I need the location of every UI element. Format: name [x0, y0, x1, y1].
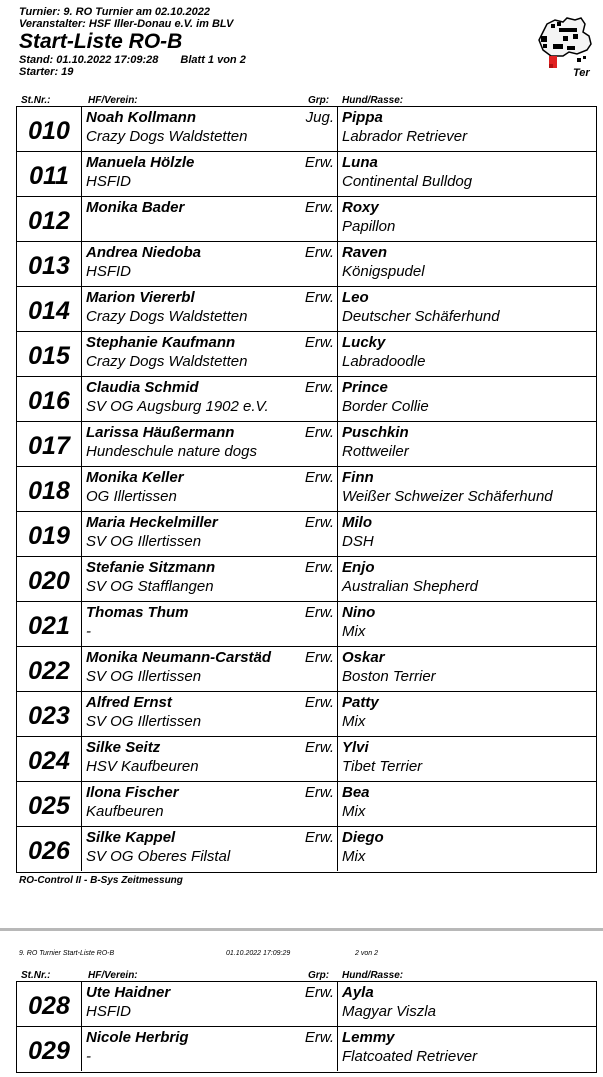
start-number: 015: [17, 332, 82, 376]
page-title: Start-Liste RO-B: [19, 30, 183, 53]
dog-cell: [338, 692, 596, 736]
dog-name: Raven: [342, 244, 388, 261]
start-list-table-page2: [16, 981, 597, 1073]
group-label: Erw.: [304, 739, 334, 756]
dog-name: Milo: [342, 514, 372, 531]
handler-cell: [82, 287, 338, 331]
start-number: 021: [17, 602, 82, 646]
group-label: Erw.: [304, 1029, 334, 1046]
dog-name: Lemmy: [342, 1029, 395, 1046]
table-row: [17, 422, 596, 467]
group-label: Erw.: [304, 649, 334, 666]
group-label: Erw.: [304, 424, 334, 441]
group-label: Erw.: [304, 154, 334, 171]
club-name: Crazy Dogs Waldstetten: [86, 128, 248, 145]
handler-cell: [82, 827, 338, 871]
handler-cell: [82, 602, 338, 646]
handler-cell: [82, 982, 338, 1026]
handler-name: Claudia Schmid: [86, 379, 199, 396]
table-row: [17, 557, 596, 602]
dog-name: Lucky: [342, 334, 386, 351]
dog-name: Bea: [342, 784, 370, 801]
club-name: SV OG Illertissen: [86, 713, 202, 730]
dog-name: Ayla: [342, 984, 374, 1001]
club-name: HSV Kaufbeuren: [86, 758, 199, 775]
dog-breed: Continental Bulldog: [342, 173, 473, 190]
club-name: SV OG Illertissen: [86, 668, 202, 685]
table-row: [17, 152, 596, 197]
start-number: 014: [17, 287, 82, 331]
group-label: Erw.: [304, 829, 334, 846]
col-dog-breed: Hund/Rasse:: [342, 95, 404, 106]
handler-cell: [82, 1027, 338, 1071]
club-name: OG Illertissen: [86, 488, 177, 505]
club-name: SV OG Illertissen: [86, 533, 202, 550]
page-divider: [0, 928, 603, 931]
table-row: [17, 512, 596, 557]
dog-cell: [338, 467, 596, 511]
start-number: 017: [17, 422, 82, 466]
handler-name: Maria Heckelmiller: [86, 514, 218, 531]
handler-name: Stephanie Kaufmann: [86, 334, 236, 351]
club-name: HSFID: [86, 263, 131, 280]
dog-breed: Mix: [342, 623, 366, 640]
col-group: Grp:: [308, 95, 330, 106]
start-number: 022: [17, 647, 82, 691]
dog-breed: Mix: [342, 848, 366, 865]
handler-cell: [82, 377, 338, 421]
dog-name: Roxy: [342, 199, 379, 216]
group-label: Erw.: [304, 334, 334, 351]
dog-name: Pippa: [342, 109, 383, 126]
club-name: SV OG Stafflangen: [86, 578, 214, 595]
col-handler-club: HF/Verein:: [88, 970, 138, 981]
dog-cell: [338, 152, 596, 196]
table-row: [17, 1027, 596, 1072]
club-name: HSFID: [86, 173, 131, 190]
handler-name: Marion Viererbl: [86, 289, 195, 306]
dog-cell: [338, 242, 596, 286]
handler-name: Andrea Niedoba: [86, 244, 202, 261]
group-label: Erw.: [304, 469, 334, 486]
group-label: Erw.: [304, 199, 334, 216]
group-label: Erw.: [304, 379, 334, 396]
dog-breed: Labrador Retriever: [342, 128, 468, 145]
page2-timestamp: 01.10.2022 17:09:29: [226, 950, 291, 957]
dog-cell: [338, 827, 596, 871]
dog-name: Ylvi: [342, 739, 369, 756]
col-startnr: St.Nr.:: [21, 970, 51, 981]
handler-name: Monika Bader: [86, 199, 185, 216]
table-row: [17, 692, 596, 737]
dog-cell: [338, 287, 596, 331]
dog-name: Leo: [342, 289, 369, 306]
club-name: -: [86, 623, 91, 640]
dog-cell: [338, 422, 596, 466]
start-number: 019: [17, 512, 82, 556]
handler-cell: [82, 332, 338, 376]
dog-cell: [338, 332, 596, 376]
table-row: [17, 242, 596, 287]
start-number: 026: [17, 827, 82, 871]
start-number: 011: [17, 152, 82, 196]
col-startnr: St.Nr.:: [21, 95, 51, 106]
handler-cell: [82, 242, 338, 286]
dog-breed: DSH: [342, 533, 374, 550]
table-row: [17, 197, 596, 242]
handler-name: Thomas Thum: [86, 604, 189, 621]
start-number: 013: [17, 242, 82, 286]
start-number: 028: [17, 982, 82, 1026]
club-name: SV OG Augsburg 1902 e.V.: [86, 398, 269, 415]
footer-software: RO-Control II - B-Sys Zeitmessung: [19, 875, 183, 886]
dog-name: Nino: [342, 604, 376, 621]
dog-breed: Mix: [342, 803, 366, 820]
club-name: Crazy Dogs Waldstetten: [86, 308, 248, 325]
table-row: [17, 647, 596, 692]
table-row: [17, 107, 596, 152]
dog-breed: Deutscher Schäferhund: [342, 308, 500, 325]
handler-name: Monika Neumann-Carstäd: [86, 649, 272, 666]
handler-name: Ilona Fischer: [86, 784, 179, 801]
page-header: [19, 6, 519, 78]
group-label: Erw.: [304, 559, 334, 576]
handler-cell: [82, 647, 338, 691]
svg-text:Ter: Ter: [573, 67, 590, 79]
stand-line: [19, 54, 519, 66]
club-name: Crazy Dogs Waldstetten: [86, 353, 248, 370]
group-label: Erw.: [304, 784, 334, 801]
handler-name: Ute Haidner: [86, 984, 171, 1001]
dog-cell: [338, 1027, 596, 1071]
handler-name: Nicole Herbrig: [86, 1029, 189, 1046]
handler-cell: [82, 152, 338, 196]
dog-cell: [338, 782, 596, 826]
dog-breed: Border Collie: [342, 398, 429, 415]
handler-name: Larissa Häußermann: [86, 424, 235, 441]
dog-name: Enjo: [342, 559, 375, 576]
dog-breed: Labradoodle: [342, 353, 426, 370]
dog-breed: Rottweiler: [342, 443, 409, 460]
tournament-line: Turnier: 9. RO Turnier am 02.10.2022: [19, 6, 210, 18]
dog-name: Diego: [342, 829, 384, 846]
handler-name: Silke Seitz: [86, 739, 161, 756]
dog-breed: Papillon: [342, 218, 396, 235]
organizer-line: Veranstalter: HSF Iller-Donau e.V. im BLV: [19, 18, 234, 30]
group-label: Erw.: [304, 514, 334, 531]
dog-name: Oskar: [342, 649, 385, 666]
group-label: Jug.: [305, 109, 334, 126]
dog-breed: Mix: [342, 713, 366, 730]
start-number: 020: [17, 557, 82, 601]
col-dog-breed: Hund/Rasse:: [342, 970, 404, 981]
dog-cell: [338, 647, 596, 691]
handler-cell: [82, 692, 338, 736]
handler-cell: [82, 467, 338, 511]
group-label: Erw.: [304, 289, 334, 306]
start-number: 023: [17, 692, 82, 736]
dog-breed: Tibet Terrier: [342, 758, 423, 775]
dog-cell: [338, 982, 596, 1026]
club-name: Hundeschule nature dogs: [86, 443, 257, 460]
stand-timestamp: Stand: 01.10.2022 17:09:28: [19, 54, 159, 66]
starter-count: Starter: 19: [19, 66, 74, 78]
group-label: Erw.: [304, 244, 334, 261]
dog-cell: [338, 197, 596, 241]
dog-breed: Boston Terrier: [342, 668, 436, 685]
handler-cell: [82, 737, 338, 781]
start-number: 029: [17, 1027, 82, 1071]
handler-cell: [82, 422, 338, 466]
handler-cell: [82, 107, 338, 151]
club-name: SV OG Oberes Filstal: [86, 848, 231, 865]
page2-sheet: 2 von 2: [355, 950, 378, 957]
start-number: 010: [17, 107, 82, 151]
page2-title: 9. RO Turnier Start-Liste RO-B: [19, 950, 115, 957]
handler-name: Manuela Hölzle: [86, 154, 195, 171]
handler-name: Silke Kappel: [86, 829, 176, 846]
col-handler-club: HF/Verein:: [88, 95, 138, 106]
dog-breed: Königspudel: [342, 263, 425, 280]
club-name: HSFID: [86, 1003, 131, 1020]
handler-cell: [82, 512, 338, 556]
handler-cell: [82, 197, 338, 241]
handler-name: Noah Kollmann: [86, 109, 197, 126]
sheet-number: Blatt 1 von 2: [180, 54, 246, 66]
table-row: [17, 602, 596, 647]
table-row: [17, 782, 596, 827]
handler-name: Alfred Ernst: [86, 694, 172, 711]
start-number: 018: [17, 467, 82, 511]
col-group: Grp:: [308, 970, 330, 981]
table-row: [17, 377, 596, 422]
dog-logo-icon: [533, 14, 597, 80]
handler-cell: [82, 557, 338, 601]
dog-cell: [338, 602, 596, 646]
dog-breed: Flatcoated Retriever: [342, 1048, 478, 1065]
group-label: Erw.: [304, 694, 334, 711]
dog-name: Patty: [342, 694, 379, 711]
start-list-table-page1: [16, 106, 597, 873]
dog-name: Luna: [342, 154, 378, 171]
table-row: [17, 287, 596, 332]
dog-breed: Magyar Viszla: [342, 1003, 436, 1020]
start-number: 016: [17, 377, 82, 421]
table-row: [17, 332, 596, 377]
handler-name: Monika Keller: [86, 469, 184, 486]
start-number: 025: [17, 782, 82, 826]
table-row: [17, 982, 596, 1027]
table-row: [17, 737, 596, 782]
start-number: 024: [17, 737, 82, 781]
handler-name: Stefanie Sitzmann: [86, 559, 216, 576]
dog-name: Prince: [342, 379, 388, 396]
start-number: 012: [17, 197, 82, 241]
dog-breed: Australian Shepherd: [342, 578, 478, 595]
dog-cell: [338, 737, 596, 781]
dog-cell: [338, 107, 596, 151]
dog-name: Puschkin: [342, 424, 409, 441]
table-row: [17, 467, 596, 512]
group-label: Erw.: [304, 984, 334, 1001]
club-name: -: [86, 1048, 91, 1065]
dog-cell: [338, 377, 596, 421]
group-label: Erw.: [304, 604, 334, 621]
handler-cell: [82, 782, 338, 826]
dog-cell: [338, 557, 596, 601]
dog-cell: [338, 512, 596, 556]
table-row: [17, 827, 596, 872]
club-name: Kaufbeuren: [86, 803, 164, 820]
dog-name: Finn: [342, 469, 374, 486]
dog-breed: Weißer Schweizer Schäferhund: [342, 488, 553, 505]
